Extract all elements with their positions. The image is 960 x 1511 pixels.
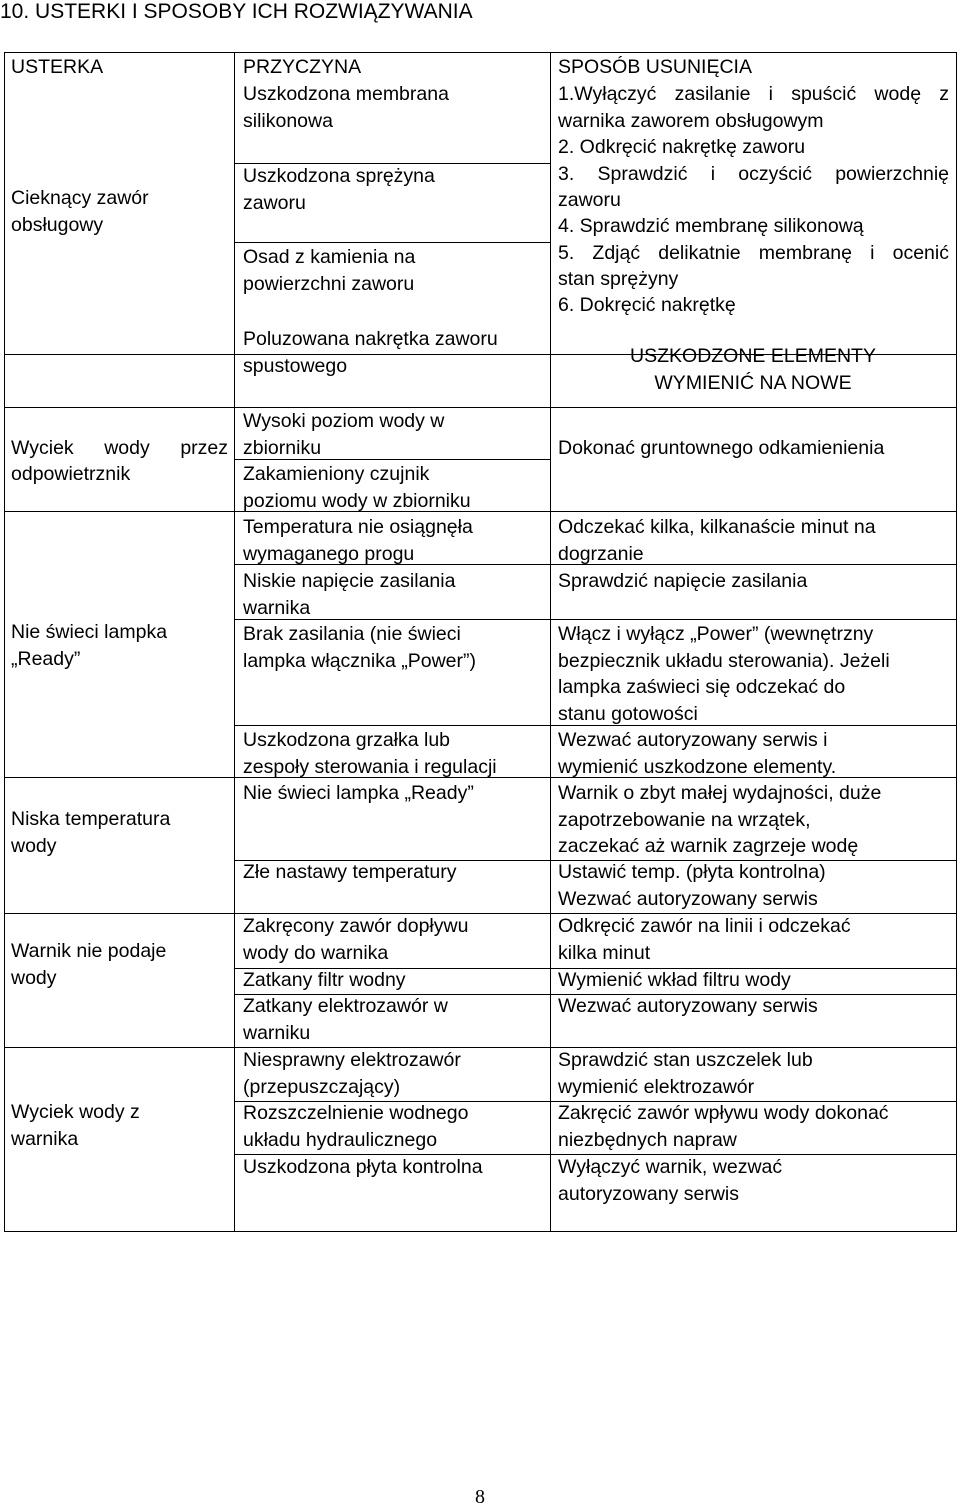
sposob-cell: Włącz i wyłącz „Power” (wewnętrzny bezpiecznik układu sterowania). Jeżeli lampka zaświeci się odczekać do stanu gotowości <box>558 623 890 725</box>
sposob-step: warnika zaworem obsługowym <box>558 110 824 132</box>
usterka-cell: Wyciek wody z warnika <box>11 1101 140 1150</box>
sposob-cell: USZKODZONE ELEMENTY WYMIENIĆ NA NOWE <box>630 345 876 394</box>
page-number: 8 <box>475 1486 485 1508</box>
przyczyna-cell: Poluzowana nakrętka zaworu spustowego <box>243 328 498 377</box>
przyczyna-cell: Wysoki poziom wody w zbiorniku <box>243 410 445 459</box>
row-divider <box>5 1047 956 1048</box>
sposob-cell: Odkręcić zawór na linii i odczekać kilka minut <box>558 915 851 964</box>
sposob-step: 1.Wyłączyć zasilanie i spuścić wodę z <box>558 83 949 105</box>
sposob-step: 2. Odkręcić nakrętkę zaworu <box>558 136 806 158</box>
sposob-cell: Sprawdzić napięcie zasilania <box>558 570 808 592</box>
przyczyna-cell: Rozszczelnienie wodnego układu hydraulicznego <box>243 1102 469 1151</box>
sposob-cell: Zakręcić zawór wpływu wody dokonać niezbędnych napraw <box>558 1102 889 1151</box>
sposob-cell: Odczekać kilka, kilkanaście minut na dogrzanie <box>558 516 876 565</box>
sposob-cell: Wymienić wkład filtru wody <box>558 969 791 991</box>
sposob-cell: Wezwać autoryzowany serwis <box>558 995 818 1017</box>
header-przyczyna: PRZYCZYNA <box>243 56 362 78</box>
przyczyna-cell: Zatkany elektrozawór w warniku <box>243 995 448 1044</box>
sposob-cell: Wezwać autoryzowany serwis i wymienić uszkodzone elementy. <box>558 729 837 778</box>
row-divider <box>234 242 550 243</box>
przyczyna-cell: Niskie napięcie zasilania warnika <box>243 570 456 619</box>
sposob-cell: Ustawić temp. (płyta kontrolna) Wezwać autoryzowany serwis <box>558 861 826 910</box>
przyczyna-cell: Uszkodzona membrana silikonowa <box>243 83 449 132</box>
sposob-cell: Sprawdzić stan uszczelek lub wymienić elektrozawór <box>558 1049 813 1098</box>
usterka-cell: odpowietrznik <box>11 463 131 485</box>
sposob-step: 5. Zdjąć delikatnie membranę i ocenić <box>558 242 949 264</box>
przyczyna-cell: Osad z kamienia na powierzchni zaworu <box>243 246 416 295</box>
przyczyna-cell: Niesprawny elektrozawór (przepuszczający) <box>243 1049 461 1098</box>
header-usterka: USTERKA <box>11 56 104 78</box>
przyczyna-cell: Uszkodzona grzałka lub zespoły sterowania i regulacji <box>243 729 497 778</box>
usterka-cell: Warnik nie podaje wody <box>11 940 167 989</box>
row-divider <box>5 511 956 512</box>
przyczyna-cell: Zatkany filtr wodny <box>243 969 406 991</box>
przyczyna-cell: Nie świeci lampka „Ready” <box>243 782 474 804</box>
column-divider <box>234 53 235 1231</box>
przyczyna-cell: Zakamieniony czujnik poziomu wody w zbiorniku <box>243 463 471 512</box>
przyczyna-cell: Uszkodzona sprężyna zaworu <box>243 165 435 214</box>
sposob-step: 3. Sprawdzić i oczyścić powierzchnię <box>558 163 949 185</box>
header-sposob: SPOSÓB USUNIĘCIA <box>558 56 752 78</box>
przyczyna-cell: Brak zasilania (nie świeci lampka włącznika „Power”) <box>243 623 476 672</box>
sposob-step: 4. Sprawdzić membranę silikonową <box>558 215 864 237</box>
przyczyna-cell: Uszkodzona płyta kontrolna <box>243 1156 483 1178</box>
przyczyna-cell: Złe nastawy temperatury <box>243 861 457 883</box>
sposob-cell: Warnik o zbyt małej wydajności, duże zapotrzebowanie na wrzątek, zaczekać aż warnik zagrzeje wodę <box>558 782 882 857</box>
przyczyna-cell: Temperatura nie osiągnęła wymaganego progu <box>243 516 473 565</box>
przyczyna-cell: Zakręcony zawór dopływu wody do warnika <box>243 915 469 964</box>
sposob-step: stan sprężyny <box>558 268 679 290</box>
usterka-cell: Niska temperatura wody <box>11 808 171 857</box>
troubleshooting-table <box>4 52 957 1232</box>
sposob-cell: Dokonać gruntownego odkamienienia <box>558 437 885 459</box>
usterka-cell: Wyciek wody przez <box>11 437 228 459</box>
usterka-cell: Nie świeci lampka „Ready” <box>11 621 168 670</box>
usterka-cell: Cieknący zawór obsługowy <box>11 187 149 236</box>
sposob-cell: Wyłączyć warnik, wezwać autoryzowany serwis <box>558 1156 783 1205</box>
page-title: 10. USTERKI I SPOSOBY ICH ROZWIĄZYWANIA <box>0 0 473 23</box>
row-divider <box>5 407 956 408</box>
sposob-step: 6. Dokręcić nakrętkę <box>558 294 736 316</box>
column-divider <box>550 53 551 1231</box>
sposob-step: zaworu <box>558 189 621 211</box>
